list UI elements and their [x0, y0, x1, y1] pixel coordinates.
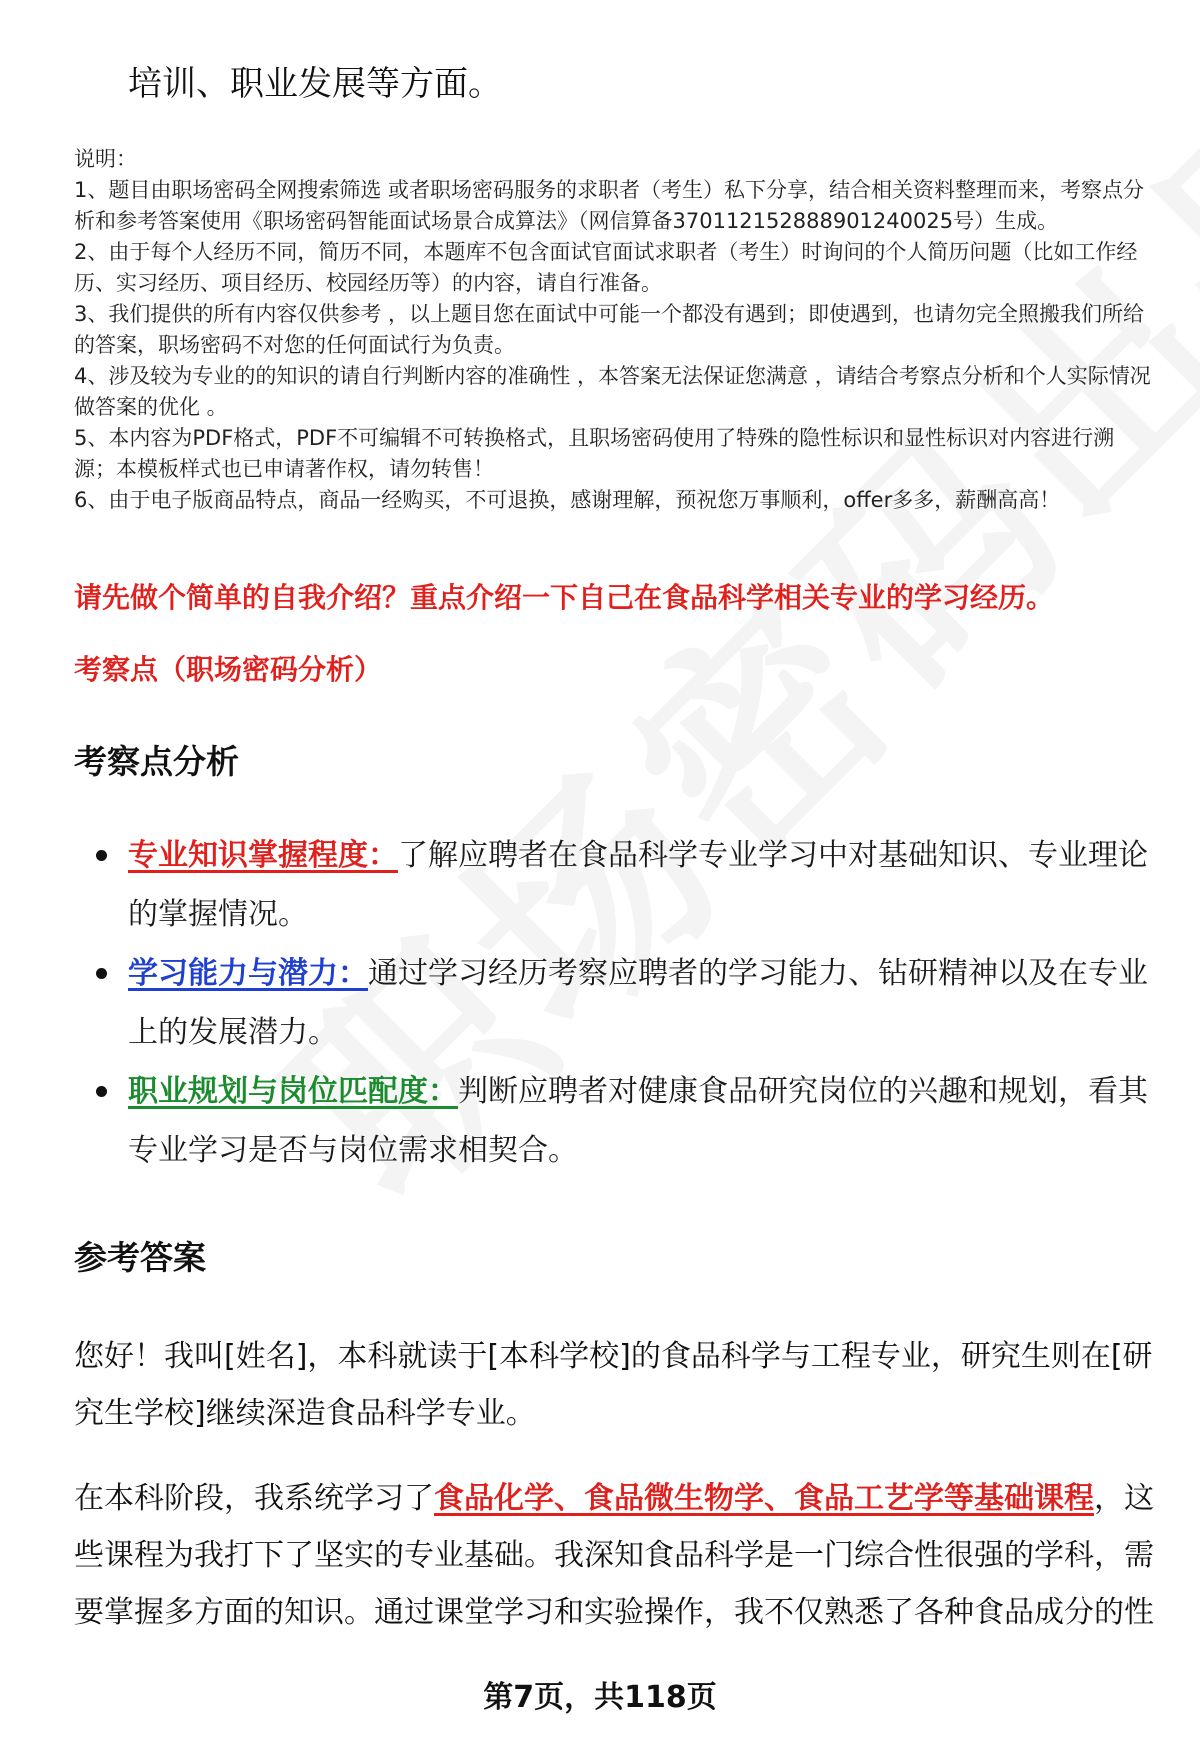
analysis-heading: 考察点分析 — [74, 742, 239, 781]
answer-p2-pre: 在本科阶段，我系统学习了 — [74, 1481, 434, 1516]
note-item-1: 1、题目由职场密码全网搜索筛选 或者职场密码服务的求职者（考生）私下分享，结合相关资料整理而来，考察点分析和参考答案使用《职场密码智能面试场景合成算法》（网信算备370112152888901240025号）生成。 — [74, 178, 1145, 233]
point-text: 通过学习经历考察应聘者的学习能力、钻研精神以及在专业上的发展潜力。 — [128, 956, 1148, 1050]
analysis-point — [96, 1062, 1156, 1180]
point-label: 专业知识掌握程度： — [128, 838, 398, 873]
note-item-6: 6、由于电子版商品特点，商品一经购买，不可退换，感谢理解，预祝您万事顺利，offer多多，薪酬高高！ — [74, 488, 1061, 512]
note-item-5: 5、本内容为PDF格式，PDF不可编辑不可转换格式，且职场密码使用了特殊的隐性标识和显性标识对内容进行溯源；本模板样式也已申请著作权，请勿转售！ — [74, 426, 1115, 481]
page-number: 第7页，共118页 — [483, 1680, 717, 1715]
analysis-point — [96, 826, 1156, 944]
point-text: 判断应聘者对健康食品研究岗位的兴趣和规划，看其专业学习是否与岗位需求相契合。 — [128, 1074, 1148, 1168]
answer-p2-highlight: 食品化学、食品微生物学、食品工艺学等基础课程 — [434, 1481, 1094, 1516]
interview-question: 请先做个简单的自我介绍？重点介绍一下自己在食品科学相关专业的学习经历。 — [74, 581, 1055, 614]
assessment-label: 考察点（职场密码分析） — [74, 653, 383, 686]
note-item-2: 2、由于每个人经历不同，简历不同，本题库不包含面试官面试求职者（考生）时询问的个人简历问题（比如工作经历、实习经历、项目经历、校园经历等）的内容，请自行准备。 — [74, 240, 1138, 295]
previous-question-tail: 培训、职业发展等方面。 — [128, 64, 502, 104]
point-label: 学习能力与潜力： — [128, 956, 368, 991]
analysis-point — [96, 944, 1156, 1062]
disclaimer-notes — [74, 144, 1154, 516]
answer-paragraph-1: 您好！我叫[姓名]，本科就读于[本科学校]的食品科学与工程专业，研究生则在[研究生学校]继续深造食品科学专业。 — [74, 1339, 1153, 1431]
answer-paragraph-2 — [74, 1470, 1154, 1641]
bullet-icon — [96, 850, 107, 861]
answer-heading: 参考答案 — [74, 1238, 206, 1277]
point-label: 职业规划与岗位匹配度： — [128, 1074, 458, 1109]
bullet-icon — [96, 1086, 107, 1097]
note-item-3: 3、我们提供的所有内容仅供参考 ，以上题目您在面试中可能一个都没有遇到；即使遇到，也请勿完全照搬我们所给的答案，职场密码不对您的任何面试行为负责。 — [74, 302, 1145, 357]
answer-p2-post: ，这些课程为我打下了坚实的专业基础。我深知食品科学是一门综合性很强的学科，需要掌握多方面的知识。通过课堂学习和实验操作，我不仅熟悉了各种食品成分的性 — [74, 1481, 1154, 1630]
bullet-icon — [96, 968, 107, 979]
note-item-4: 4、涉及较为专业的的知识的请自行判断内容的准确性 ，本答案无法保证您满意 ，请结合考察点分析和个人实际情况做答案的优化 。 — [74, 364, 1151, 419]
notes-heading: 说明： — [74, 147, 137, 171]
analysis-points — [96, 826, 1156, 1180]
point-text: 了解应聘者在食品科学专业学习中对基础知识、专业理论的掌握情况。 — [128, 838, 1148, 932]
